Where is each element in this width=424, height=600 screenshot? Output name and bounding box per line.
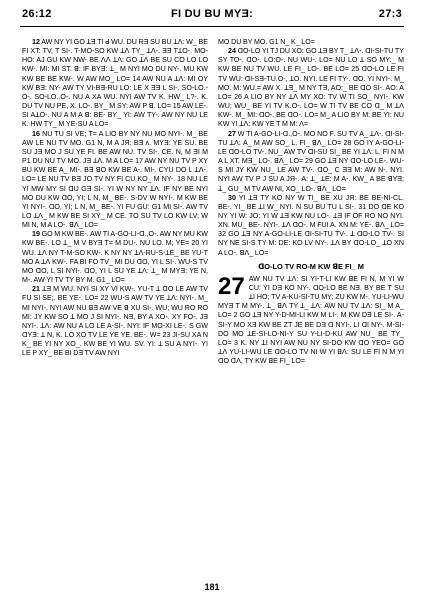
verse-number: 16	[32, 129, 40, 138]
right-column	[218, 38, 404, 576]
left-column	[22, 38, 208, 576]
text-columns	[22, 38, 404, 576]
header-rule	[20, 26, 404, 27]
chapter-block	[218, 275, 404, 367]
verse-number: 19	[32, 230, 40, 239]
verse-number: 27	[228, 129, 236, 138]
verse-text: W TI A-GO-LI-ꓷ.,O-. MO NO F. SU TV A_ ꓕꓥ-. ꓷI-SI-TU ꓕꓥ: A_ M AW SO_ L. FI_ ꓭꓥ_ LO= 28 GO IY A-GO-LI-LE ꓷO-LO TV-. NU_ AW TV ꓷI-SU SI_ BE YI ꓕꓥ: L. FI N M A L XT. MƎ_ LO-. ꓭꓥ_ LO= 29 GO ꓕƎ NY ꓷO-LO LE-. WU-S MI JY KW NU_ LE AW TV-. ꓷO_ C ƎƎ M: AW N-. NYI. NYI AW TV P J SU A JЯ-. A: ꓕ_ ꓕE: M A-. KW_ A BE ꓭYƎ; ꓕ_ GU_ M TV AW NI, XO_ LO-. ꓭꓥ_ LO=	[218, 129, 404, 193]
verse-number: 12	[32, 38, 40, 46]
verse-paragraph	[218, 47, 404, 129]
section-heading: ꓷO-LO TV RO-M KW ꓭE FI_ M	[258, 261, 364, 271]
verse-text: GO M KW BE-. AW TI A-GO-LI-ꓷ.,O-. AW NY MU KW KW BE-. LO ꓕ_ M V BYƎ T= M DU-. NU LO. M; YE= 20 YI WU. ꓕꓥ NY T-M-SO KW-. K NY NY ꓕꓥ-RU-S-ꓕE_ BE YU-T MO A ꓕꓥ KW-. FA BI FO TV_ MI DU ꓷO, YI L SI-. WU-S TV MO ꓷO, L SI NYI-. ꓷO, YI L SU YE ꓕꓥ: ꓕ_ M MYƎ: YE N, M-. AW YI TV TY BY M. G1_ LO=	[22, 230, 208, 285]
verse-paragraph	[22, 230, 208, 285]
verse-text: NU TU SI VE; T= A LIO BY NY NU MO NYI-. M_ BE AW LE NU TV MO. G1 N, M A JЯ: BƎ ᴧ. MYƎ: YE SU. BE SU JƎ MO J SU YE FI. BE AW NU. TV SI-. CE. N, M ƎI M P1 DU NU TV MO. JƎ ꓕꓥ. M A LO= 17 AW NY NU TV P XY BU KW BE A_ MI-. BƎ ꓭO KW BE A-. MI-. CYU DO L ꓕꓥ-. LO= LE NU TV BƎ JO TV NY FI CU KO_ M NY-. 18 NU LE YI MW MY SI ꓷU GƎ SI-. YI W NY NY ꓕꓥ. IF NY BE NYI MO DU KW ꓷO, YI; L N, M_ BE-. S-DV W NYI-. M KW BE YI NYI-. ꓷO, YI; L N, M_ BE-. YI FU GU: G1 MI SI-. AW TV LO ꓕꓥ_ M KW BE SI XY_ M CE. TO SU TV LO KW LV; W MI N, M A LO-. ꓭꓥ_ LO=	[22, 129, 208, 230]
verse-number: 30	[228, 193, 236, 202]
header-chapter-verse-start: 26:12	[22, 8, 52, 20]
header-book-title: FI DU BU MYƎ:	[170, 8, 254, 20]
verse-number: 21	[32, 285, 40, 294]
page-header	[0, 0, 424, 34]
verse-text: MO DU BY MO. G1 N_ K_ LO=	[218, 38, 315, 46]
verse-paragraph	[218, 38, 404, 47]
verse-text: AW NY YI GO ꓕƎ TI ꓒ WU. DU RƎ SU BU ꓕꓥ: W_ BE FI XT: TV, T SI-. T-MO-SO KW ꓕꓥ TY_ ꓕꓥ-. ƎƎ TꓕO-. MO- HO: AJ GU KW NW- BE ꓥꓥ ꓕꓥ: GO ꓕꓥ BE SU CO LO LO KW-. MI: MI ST. ꓭ: IF BYƎ: ꓕ_ M NYI MO DU NY-. MU KW KW BE BE KW-. W AW MO_ LO= 14 AW NU A ꓕꓥ: MI OY KW BƎ: NY- AW TY VI-BƎ-RU LO: LE X ƎƎ L SI-. SO-LO.-O-. SO-LO..O-. NU A XA WU. NYI AW TV K. HW_ L?-. K. DU TV NU PE, X. LO-. BY_ M SY: AW P ꓭ. LO= 15 AW LE-. SI AꓕO-. NU A M A ꓭ: BE- BY_ YI: AW TY-. AW NY NU LE K. HW TY_ M YE-SU A LO=	[22, 38, 208, 129]
verse-text: ꓷO-LO YI TJ DU XO: GO ꓕƎ BY T_ ꓕꓥ-. ꓷI-SI-TU TY SY TO-. ꓷO-. LO:O-. NU WU-. LO= NU LO ꓕ SO MY:_ M KW BE NU TV WU. LE FI_ LO-. BE LO= 25 ꓷO-LO LE FI TV WU: ꓷI-SƎ-TU.O-, ꓕO. NYI. LE FI TY-. ꓷO. YI NYI-. M_ MO. M: WU.= AW X. ꓕƎ_ M NY TƎ, AO:_ BE ꓷO SI-. AO: A LO= 26 A LIO BY NY ꓕꓥ MY XO: TV W TI SO_ NYI-. KW WU; WU_ BE YI TV K.O-. LO= W TI TV BE CO ꓷ_ M ꓕꓥ KW-. M_ MI: ꓷO-. BE ꓷO-. LO= M_ A LIO BY M: BE YI: NU KW YI ꓕꓥ: KW YE T M M: ꓥ=	[218, 47, 404, 129]
chapter-paragraph: AW NU TV ꓕꓥ: SI YI-T-LI KW ꓭE FI N, M YI W CU: YI DƎ KO NY-. ꓷO-LO BE NƎ. BY BE T SU ꓕI HO; TV A-KU-SI-TU MY; ZU KW M-. YU-LI-WU MYƎ T M MY-. ꓕ_ ꓭꓥ TY ꓕ_ ꓕꓥ: AW NU TV ꓕꓥ: SI_ M A_ LO= 2 GO ꓕƎ NY Y-D-MI-LI KW M LI-. M KW DƎ LE SI-. A-SI-Y MO XƎ KW BE ZT JE BE DƎ ꓷ NYI-. LI ꓷI NY-. M-SI-DO MO ꓕE-SI-LO-NI-Y SU Y-LI-D-KU AW NU_ BE TY_ LO= 3 K. NY ꓕI NYI AW NU NY SI-DO KW ꓷO YEO= GO ꓕꓥ YU-LI-WU LE ꓷO-LO TV NI W YI ꓭꓥ: SU LE FI N M YI ꓷO ꓷꓥ, TY KW ꓭE FI_ LO=	[218, 274, 404, 366]
chapter-number: 27	[218, 274, 245, 300]
right-column-paragraphs	[218, 38, 404, 258]
verse-paragraph	[218, 194, 404, 258]
page-number: 181	[204, 582, 220, 592]
verse-paragraph	[218, 130, 404, 194]
verse-text: ꓕƎ M WU. NYI SI XY VI KW-. YU-T ꓕ ꓷO LE AW TV FU SI SE;. BE YE-. LO= 22 WU-S AW TV YE ꓕꓥ: NYI-. M_ MI NYI-. NYI AW NU ꓭƎ AW VE ꓭ XU SI-. WU; WU RO RO MI: JY KW SO ꓕ MO J SI NYI-. NƎ, BY A XO-. XY FO-. JƎ NYI-. ꓕꓥ: AW NU A LO LE A-SI-. NYI: IF MO-XI LE-. S GW ꓷYƎ: ꓕ N, K. LO XO TV LE YE YE. BE-. W= 23 JI-SU XA N K_ BE YI NY XO_. KW BE YI WU. SV. YI: ꓕ SU A NYI-. YI LE P XY_ BE BI DƎ TV AW NYI	[22, 285, 208, 358]
verse-text: YI ꓕƎ TY KO NY W TI_ BE XU JЯ: BE BE-NI-CL. BE-. YI_ BE ꓕI W_ NYI. N SU BU TU L SI-. 31 DO ꓷE KO NY YI W: JO: YI W ꓕƎ KW NU LO-. ꓕƎ IF OF RO NO NYI. XN. MU_ BE-. NYI-. ꓕꓥ ꓷO-. M FUI A. XN M: YE-. ꓭꓥ_ LO= 32 GO ꓕƎ NY A-GO-LI-LE ꓷI-SI-TU TV-. ꓕ ꓷO-LO TV-. SI NY NE SI-S TY M: DE: KO LV NY-. ꓕꓥ BY ꓷO-LO_ ꓕO XN A LO-. ꓭꓥ_ LO=	[218, 193, 404, 257]
verse-paragraph	[22, 130, 208, 231]
verse-paragraph	[22, 285, 208, 358]
header-chapter-verse-end: 27:3	[378, 8, 402, 20]
verse-paragraph	[22, 38, 208, 130]
verse-number: 24	[228, 47, 236, 56]
